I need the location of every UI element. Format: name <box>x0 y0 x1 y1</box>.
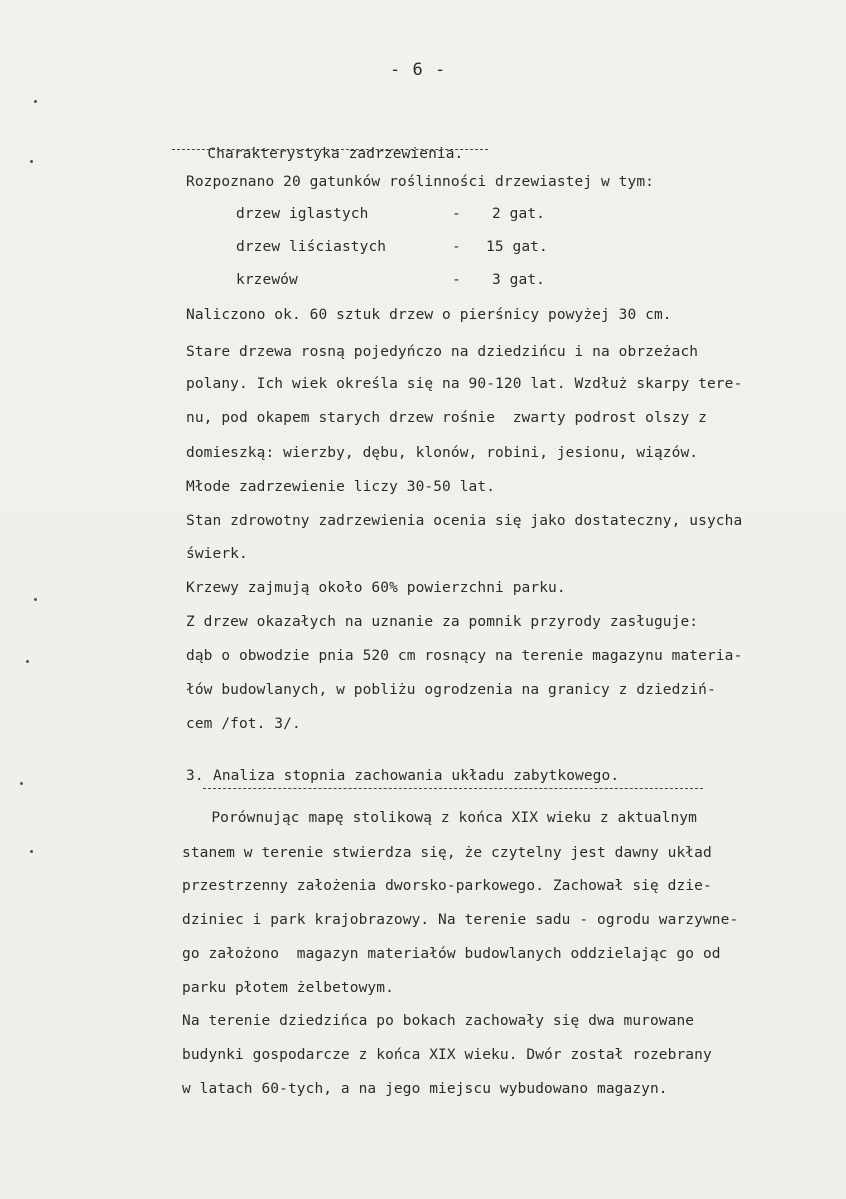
body-line: polany. Ich wiek określa się na 90-120 lat. Wzdłuż skarpy tere- <box>186 376 743 392</box>
body-line: stanem w terenie stwierdza się, że czytelny jest dawny układ <box>182 845 712 861</box>
body-line: Stan zdrowotny zadrzewienia ocenia się jako dostateczny, usycha <box>186 513 743 529</box>
body-line: przestrzenny założenia dworsko-parkowego. Zachował się dzie- <box>182 878 712 894</box>
list-item-value: 2 gat. <box>492 206 545 222</box>
body-line: domieszką: wierzby, dębu, klonów, robini, jesionu, wiązów. <box>186 445 699 461</box>
section-number: 3. <box>186 768 204 784</box>
heading-underline <box>203 788 703 789</box>
list-item-value: 15 gat. <box>486 239 548 255</box>
body-line: parku płotem żelbetowym. <box>182 980 394 996</box>
list-item-label: drzew iglastych <box>236 206 369 222</box>
body-line: Na terenie dziedzińca po bokach zachowały się dwa murowane <box>182 1013 695 1029</box>
body-line: go założono magazyn materiałów budowlanych oddzielając go od <box>182 946 721 962</box>
margin-speck <box>30 850 33 853</box>
margin-speck <box>34 598 37 601</box>
body-line: Młode zadrzewienie liczy 30-50 lat. <box>186 479 496 495</box>
body-line: Naliczono ok. 60 sztuk drzew o pierśnicy powyżej 30 cm. <box>186 307 672 323</box>
list-item-label: drzew liściastych <box>236 239 387 255</box>
list-item-dash: - <box>452 272 461 288</box>
body-line: łów budowlanych, w pobliżu ogrodzenia na granicy z dziedziń- <box>186 682 716 698</box>
body-line: Z drzew okazałych na uznanie za pomnik przyrody zasługuje: <box>186 614 699 630</box>
body-line: Krzewy zajmują około 60% powierzchni parku. <box>186 580 566 596</box>
body-line: świerk. <box>186 546 248 562</box>
margin-speck <box>20 782 23 785</box>
body-line: nu, pod okapem starych drzew rośnie zwarty podrost olszy z <box>186 410 707 426</box>
body-line: dziniec i park krajobrazowy. Na terenie sadu - ogrodu warzywne- <box>182 912 739 928</box>
paragraph-intro: Rozpoznano 20 gatunków roślinności drzewiastej w tym: <box>186 174 654 190</box>
section-heading-text: Charakterystyka zadrzewienia. <box>207 146 464 162</box>
body-line: dąb o obwodzie pnia 520 cm rosnący na terenie magazynu materia- <box>186 648 743 664</box>
body-line: budynki gospodarcze z końca XIX wieku. Dwór został rozebrany <box>182 1047 712 1063</box>
body-line: Stare drzewa rosną pojedyńczo na dziedzińcu i na obrzeżach <box>186 344 699 360</box>
page-number: - 6 - <box>390 60 447 80</box>
margin-speck <box>34 100 37 103</box>
body-line: w latach 60-tych, a na jego miejscu wybudowano magazyn. <box>182 1081 668 1097</box>
margin-speck <box>30 160 33 163</box>
list-item-label: krzewów <box>236 272 298 288</box>
section-heading: Analiza stopnia zachowania układu zabytkowego. <box>213 768 620 784</box>
list-item-dash: - <box>452 239 461 255</box>
body-line: cem /fot. 3/. <box>186 716 301 732</box>
heading-underline <box>172 149 488 150</box>
margin-speck <box>26 660 29 663</box>
list-item-value: 3 gat. <box>492 272 545 288</box>
body-line: Porównując mapę stolikową z końca XIX wieku z aktualnym <box>176 810 697 826</box>
list-item-dash: - <box>452 206 461 222</box>
